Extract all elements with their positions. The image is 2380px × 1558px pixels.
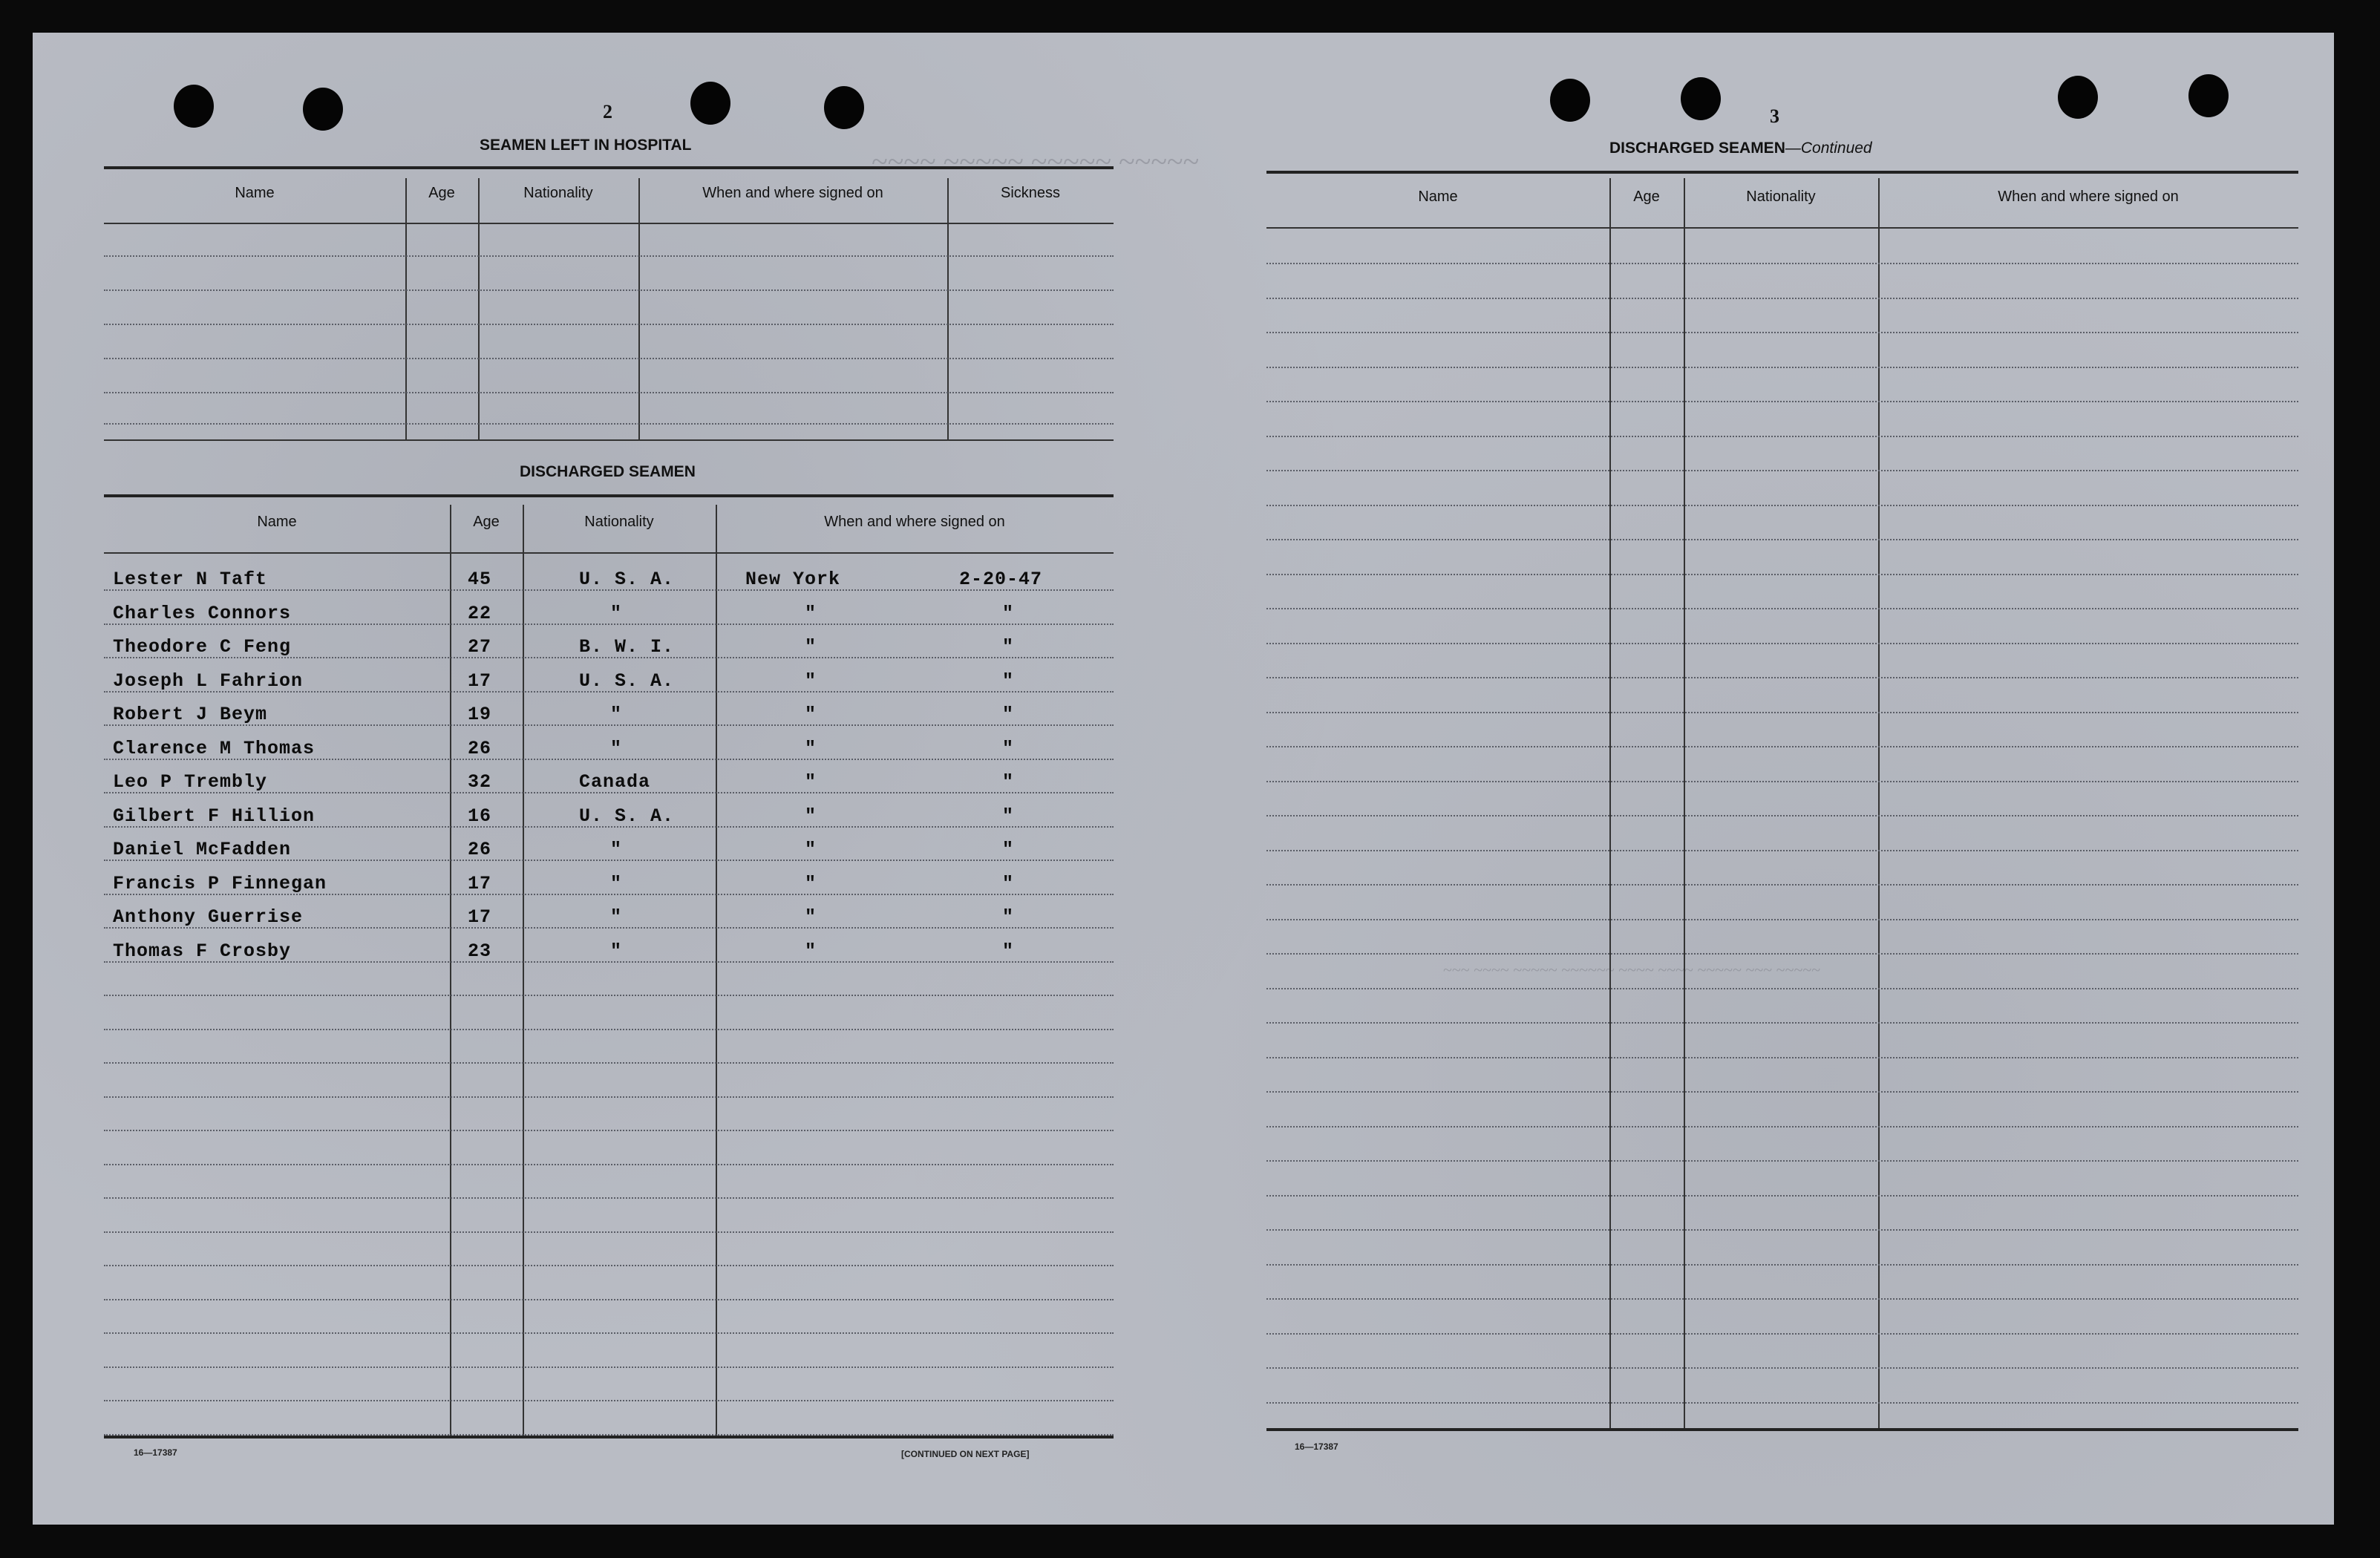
signed-on-place: "	[805, 940, 817, 962]
table-rule	[104, 1434, 1114, 1436]
table-rule	[104, 1231, 1114, 1233]
continued-col-name: Name	[1418, 189, 1458, 205]
seaman-name: Anthony Guerrise	[113, 906, 304, 928]
signed-on-date: "	[1002, 906, 1015, 928]
seaman-name: Francis P Finnegan	[113, 873, 327, 894]
seaman-name: Lester N Taft	[113, 569, 268, 590]
table-rule	[1266, 574, 2298, 575]
seaman-age: 22	[468, 603, 492, 624]
table-rule	[1266, 1160, 2298, 1162]
table-rule	[104, 1400, 1114, 1401]
punch-hole	[1550, 79, 1590, 122]
table-rule	[104, 1366, 1114, 1368]
signed-on-date: "	[1002, 805, 1015, 827]
hospital-col-nationality: Nationality	[523, 185, 593, 201]
seaman-name: Theodore C Feng	[113, 636, 292, 658]
table-rule	[1266, 505, 2298, 506]
table-rule	[1266, 298, 2298, 299]
table-rule	[1266, 1264, 2298, 1266]
table-rule	[104, 1164, 1114, 1165]
seaman-name: Gilbert F Hillion	[113, 805, 316, 827]
seaman-nationality: U. S. A.	[579, 670, 675, 692]
seaman-nationality: "	[610, 873, 623, 894]
signed-on-date: "	[1002, 771, 1015, 793]
title-main: DISCHARGED SEAMEN	[1609, 140, 1785, 157]
seaman-age: 45	[468, 569, 492, 590]
punch-hole	[824, 86, 864, 129]
column-divider	[1609, 178, 1611, 1428]
seaman-nationality: "	[610, 839, 623, 860]
discharged-col-age: Age	[473, 514, 500, 530]
punch-hole	[1681, 77, 1721, 120]
table-rule	[1266, 401, 2298, 402]
table-rule	[104, 255, 1114, 257]
continued-col-nationality: Nationality	[1746, 189, 1816, 205]
table-rule	[1266, 953, 2298, 955]
seaman-name: Charles Connors	[113, 603, 292, 624]
signed-on-date: "	[1002, 704, 1015, 725]
signed-on-place: "	[805, 704, 817, 725]
seaman-name: Joseph L Fahrion	[113, 670, 304, 692]
table-rule	[1266, 1195, 2298, 1197]
seaman-age: 19	[468, 704, 492, 725]
signed-on-date: "	[1002, 940, 1015, 962]
table-rule	[1266, 884, 2298, 886]
column-divider	[716, 505, 717, 1436]
signed-on-date: "	[1002, 738, 1015, 759]
seaman-nationality: "	[610, 704, 623, 725]
seaman-age: 32	[468, 771, 492, 793]
seaman-age: 16	[468, 805, 492, 827]
seaman-age: 26	[468, 738, 492, 759]
seaman-age: 17	[468, 906, 492, 928]
signed-on-place: "	[805, 873, 817, 894]
signed-on-date: "	[1002, 603, 1015, 624]
seaman-nationality: Canada	[579, 771, 651, 793]
seaman-age: 23	[468, 940, 492, 962]
page-number: 3	[1770, 105, 1779, 127]
table-rule	[1266, 850, 2298, 851]
table-rule	[1266, 1091, 2298, 1093]
seaman-name: Thomas F Crosby	[113, 940, 292, 962]
table-rule	[1266, 988, 2298, 989]
signed-on-date: "	[1002, 636, 1015, 658]
seaman-name: Daniel McFadden	[113, 839, 292, 860]
table-rule	[104, 1332, 1114, 1334]
discharged-col-name: Name	[257, 514, 297, 530]
table-rule	[104, 1299, 1114, 1300]
table-rule	[1266, 1367, 2298, 1369]
hospital-table-top	[104, 166, 1114, 169]
table-rule	[1266, 263, 2298, 264]
seaman-age: 27	[468, 636, 492, 658]
document-sheet	[33, 33, 2334, 1525]
table-rule	[104, 1197, 1114, 1199]
hospital-table-header-rule	[104, 223, 1114, 224]
column-divider	[405, 178, 407, 439]
table-rule	[104, 324, 1114, 325]
table-rule	[1266, 1022, 2298, 1024]
seaman-name: Robert J Beym	[113, 704, 268, 725]
column-divider	[638, 178, 640, 439]
title-suffix: —Continued	[1785, 140, 1872, 157]
table-rule	[104, 392, 1114, 393]
column-divider	[523, 505, 524, 1436]
form-number: 16—17387	[134, 1447, 177, 1458]
table-rule	[104, 358, 1114, 359]
seaman-age: 17	[468, 670, 492, 692]
discharged-table-bottom	[104, 1436, 1114, 1438]
discharged-col-signed-on: When and where signed on	[824, 514, 1005, 530]
continued-col-age: Age	[1633, 189, 1660, 205]
table-rule	[1266, 539, 2298, 540]
table-rule	[1266, 1333, 2298, 1335]
column-divider	[478, 178, 480, 439]
table-rule	[104, 1265, 1114, 1266]
form-number: 16—17387	[1295, 1441, 1338, 1452]
punch-hole	[690, 82, 730, 125]
table-rule	[104, 1062, 1114, 1064]
signed-on-place: "	[805, 906, 817, 928]
table-rule	[1266, 1298, 2298, 1300]
table-rule	[104, 423, 1114, 425]
continued-table-header-rule	[1266, 227, 2298, 229]
hospital-col-age: Age	[428, 185, 455, 201]
table-rule	[104, 1096, 1114, 1098]
table-rule	[1266, 1126, 2298, 1127]
continued-col-signed-on: When and where signed on	[1998, 189, 2179, 205]
hospital-col-signed-on: When and where signed on	[702, 185, 883, 201]
column-divider	[1684, 178, 1685, 1428]
table-rule	[1266, 470, 2298, 471]
seaman-nationality: "	[610, 906, 623, 928]
table-rule	[104, 1029, 1114, 1030]
seaman-nationality: "	[610, 738, 623, 759]
continued-note: [CONTINUED ON NEXT PAGE]	[901, 1449, 1030, 1459]
table-rule	[1266, 815, 2298, 816]
seaman-name: Clarence M Thomas	[113, 738, 316, 759]
discharged-continued-title	[1609, 140, 1872, 157]
table-rule	[1266, 1057, 2298, 1058]
table-rule	[1266, 1402, 2298, 1404]
table-rule	[1266, 712, 2298, 713]
discharged-table-header-rule	[104, 552, 1114, 554]
table-rule	[104, 289, 1114, 291]
signed-on-date: "	[1002, 670, 1015, 692]
hospital-col-name: Name	[235, 185, 275, 201]
signed-on-place: "	[805, 738, 817, 759]
bleed-through: ~~~ ~~~~ ~~~~~ ~~~~~~ ~~~~ ~~~~ ~~~~~ ~~~ ~~~~~	[1443, 960, 1821, 979]
table-rule	[1266, 781, 2298, 782]
punch-hole	[174, 85, 214, 128]
signed-on-place: "	[805, 603, 817, 624]
table-rule	[1266, 746, 2298, 747]
table-rule	[1266, 643, 2298, 644]
signed-on-place: "	[805, 839, 817, 860]
table-rule	[1266, 608, 2298, 609]
seaman-nationality: U. S. A.	[579, 569, 675, 590]
seaman-nationality: B. W. I.	[579, 636, 675, 658]
table-rule	[1266, 436, 2298, 437]
signed-on-place: "	[805, 636, 817, 658]
hospital-section-title: SEAMEN LEFT IN HOSPITAL	[480, 137, 692, 154]
continued-table-bottom	[1266, 1428, 2298, 1431]
discharged-section-title: DISCHARGED SEAMEN	[520, 463, 696, 480]
table-rule	[104, 995, 1114, 996]
discharged-table-top	[104, 494, 1114, 497]
table-rule	[1266, 919, 2298, 920]
signed-on-place: "	[805, 805, 817, 827]
signed-on-date: "	[1002, 873, 1015, 894]
seaman-nationality: U. S. A.	[579, 805, 675, 827]
seaman-age: 17	[468, 873, 492, 894]
column-divider	[1878, 178, 1880, 1428]
signed-on-date: "	[1002, 839, 1015, 860]
table-rule	[1266, 367, 2298, 368]
column-divider	[450, 505, 451, 1436]
signed-on-place: New York	[745, 569, 841, 590]
hospital-table-bottom	[104, 439, 1114, 441]
table-rule	[1266, 677, 2298, 678]
signed-on-place: "	[805, 771, 817, 793]
table-rule	[1266, 1229, 2298, 1231]
seaman-nationality: "	[610, 603, 623, 624]
seaman-age: 26	[468, 839, 492, 860]
table-rule	[1266, 332, 2298, 333]
continued-table-top	[1266, 171, 2298, 174]
punch-hole	[2058, 76, 2098, 119]
hospital-col-sickness: Sickness	[1000, 185, 1061, 201]
bleed-through: ~~~~~ ~~~~~ ~~~~~ ~~~~	[872, 145, 1200, 178]
column-divider	[947, 178, 949, 439]
discharged-col-nationality: Nationality	[584, 514, 654, 530]
table-rule	[104, 1130, 1114, 1131]
punch-hole	[2188, 74, 2229, 117]
seaman-nationality: "	[610, 940, 623, 962]
seaman-name: Leo P Trembly	[113, 771, 268, 793]
punch-hole	[303, 88, 343, 131]
signed-on-date: 2-20-47	[959, 569, 1043, 590]
page-number: 2	[603, 101, 612, 122]
signed-on-place: "	[805, 670, 817, 692]
